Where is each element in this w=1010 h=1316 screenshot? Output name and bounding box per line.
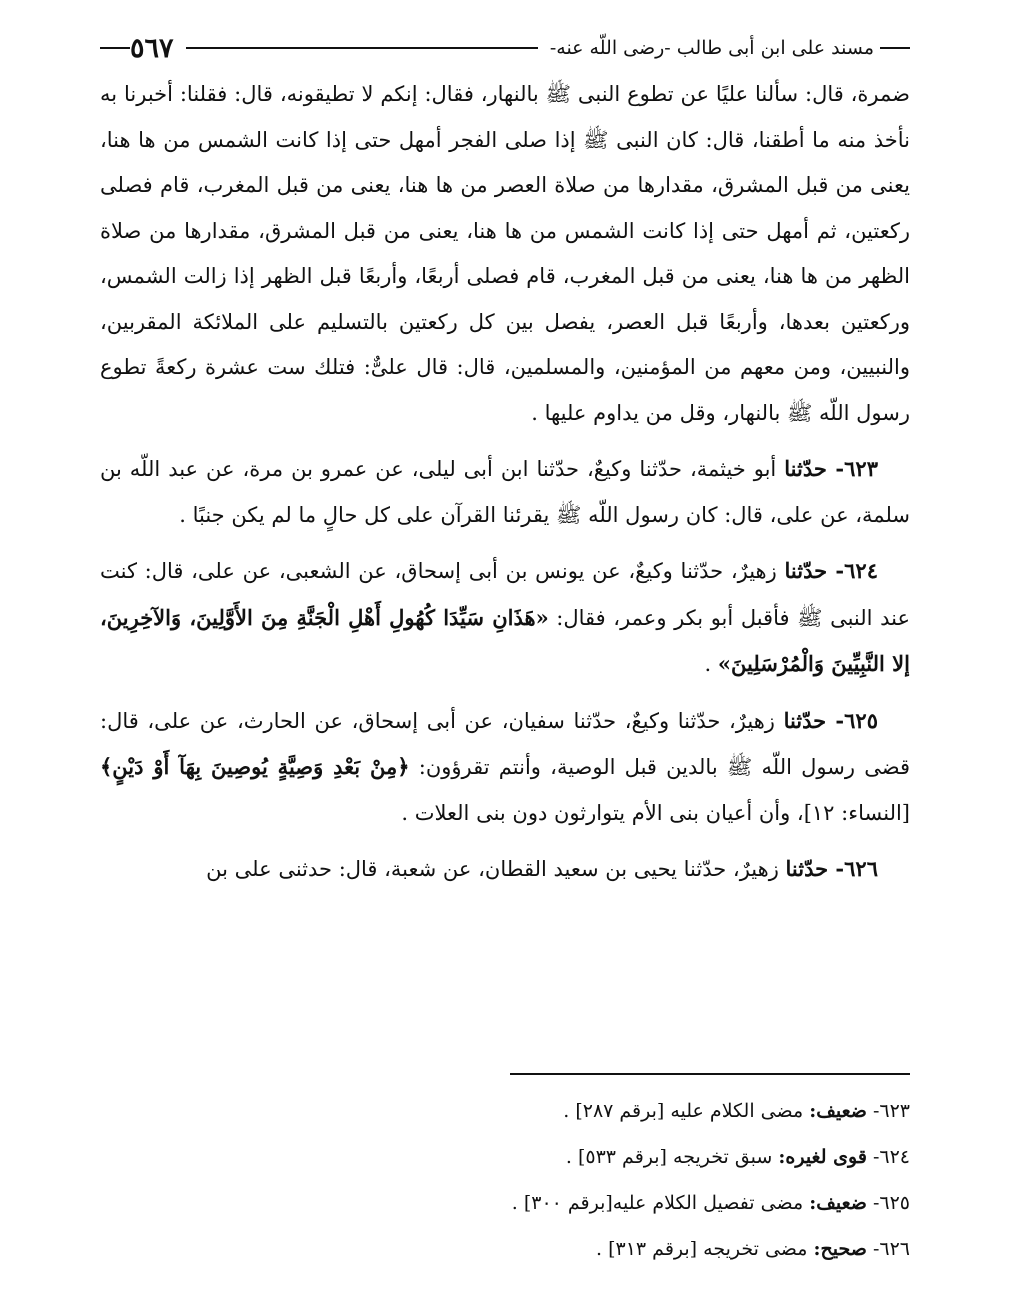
paragraph-text: ضمرة، قال: سألنا عليًا عن تطوع النبى ﷺ بالنهار، فقال: إنكم لا تطيقونه، قال: فقلنا: أخبرنا به نأخذ منه ما أطقنا، قال: كان النبى ﷺ إذا صلى الفجر أمهل حتى إذا كانت الشمس من ها هنا، يعنى من قبل المشرق، مقدارها من صلاة العصر من ها هنا، يعنى من قبل المغرب، قام فصلى ركعتين، ثم أمهل حتى إذا كانت الشمس من ها هنا، يعنى من قبل المشرق، مقدارها من صلاة الظهر من ها هنا، يعنى من قبل المغرب، قام فصلى أربعًا، وأربعًا قبل الظهر إذا زالت الشمس، وركعتين بعدها، وأربعًا قبل العصر، يفصل بين كل ركعتين بالتسليم على الملائكة المقربين، والنبيين، ومن معهم من المؤمنين، والمسلمين، قال: قال علىٌّ: فتلك ست عشرة ركعةً تطوع رسول اللّه ﷺ بالنهار، وقل من يداوم عليها .	[100, 82, 910, 425]
footnote-626	[100, 1226, 910, 1272]
footnote-number: ٦٢٦	[879, 1238, 910, 1260]
hadith-dash: -	[826, 456, 845, 481]
hadith-text-after-quote: .	[704, 652, 712, 676]
hadith-626	[100, 846, 910, 893]
page	[100, 28, 910, 1288]
footnote-text: مضى تخريجه [برقم ٣١٣] .	[596, 1238, 808, 1260]
footnote-dash: -	[866, 1192, 880, 1214]
header-rule	[186, 47, 538, 49]
header-trailing-dash	[100, 47, 130, 49]
running-header	[100, 28, 910, 68]
hadith-dash: -	[826, 707, 845, 733]
hadith-number: ٦٢٣	[844, 456, 878, 481]
running-title: مسند على ابن أبى طالب -رضى اللّه عنه-	[549, 37, 874, 59]
quran-quote: ﴿مِنْ بَعْدِ وَصِيَّةٍ يُوصِينَ بِهَآ أَوْ دَيْنٍ﴾	[100, 754, 410, 779]
hadith-lead-word: حدّثنا	[784, 558, 828, 583]
page-number: ٥٦٧	[130, 32, 174, 64]
footnote-grade: ضعيف:	[809, 1100, 867, 1122]
footnote-text: سبق تخريجه [برقم ٥٣٣] .	[565, 1146, 773, 1168]
hadith-text: زهيرٌ، حدّثنا يحيى بن سعيد القطان، عن شعبة، قال: حدثنى على بن	[206, 857, 779, 881]
footnote-grade: قوى لغيره:	[778, 1146, 867, 1168]
hadith-text-after-quote: [النساء: ١٢]، وأن أعيان بنى الأم يتوارثون دون بنى العلات .	[401, 800, 910, 825]
hadith-dash: -	[827, 558, 845, 583]
footnote-separator	[510, 1073, 910, 1075]
hadith-text: زهيرٌ، حدّثنا وكيعٌ، حدّثنا سفيان، عن أبى إسحاق، عن الحارث، عن على، قال: قضى رسول اللّه ﷺ بالدين قبل الوصية، وأنتم تقرؤون:	[100, 708, 910, 779]
hadith-text: أبو خيثمة، حدّثنا وكيعٌ، حدّثنا ابن أبى ليلى، عن عمرو بن مرة، عن عبد اللّه بن سلمة، عن على، قال: كان رسول اللّه ﷺ يقرئنا القرآن على كل حالٍ ما لم يكن جنبًا .	[100, 457, 910, 527]
footnote-text: مضى الكلام عليه [برقم ٢٨٧] .	[563, 1100, 804, 1122]
footnote-dash: -	[866, 1100, 880, 1122]
hadith-623	[100, 446, 910, 538]
hadith-lead-word: حدّثنا	[785, 856, 829, 881]
hadith-dash: -	[828, 856, 845, 881]
hadith-number: ٦٢٦	[844, 856, 878, 881]
footnote-grade: ضعيف:	[809, 1192, 867, 1214]
hadith-lead-word: حدّثنا	[784, 456, 827, 481]
hadith-number: ٦٢٥	[844, 707, 878, 733]
paragraph-continuation	[100, 72, 910, 436]
footnote-624	[100, 1134, 910, 1180]
main-text	[100, 72, 910, 893]
hadith-625	[100, 698, 910, 837]
hadith-text: زهيرٌ، حدّثنا وكيعٌ، عن يونس بن أبى إسحاق، عن الشعبى، عن على، قال: كنت عند النبى ﷺ فأقبل أبو بكر وعمر، فقال:	[100, 559, 910, 630]
footnote-dash: -	[866, 1146, 880, 1168]
footnote-number: ٦٢٥	[879, 1192, 910, 1214]
hadith-lead-word: حدّثنا	[783, 707, 827, 733]
footnote-grade: صحيح:	[813, 1238, 867, 1260]
hadith-number: ٦٢٤	[844, 558, 878, 583]
footnote-623	[100, 1088, 910, 1134]
prophetic-quote: «هَذَانِ سَيِّدَا كُهُولِ أَهْلِ الْجَنَّةِ مِنَ الأَوَّلِينَ، وَالآخِرِينَ، إلا النَّبِيِّينَ وَالْمُرْسَلِينَ»	[100, 604, 910, 676]
footnote-625	[100, 1180, 910, 1226]
header-leading-dash	[880, 47, 910, 49]
footnotes	[100, 1088, 910, 1272]
footnote-number: ٦٢٣	[879, 1100, 910, 1122]
footnote-dash: -	[866, 1238, 880, 1260]
hadith-624	[100, 548, 910, 688]
footnote-number: ٦٢٤	[879, 1146, 910, 1168]
footnote-text: مضى تفصيل الكلام عليه[برقم ٣٠٠] .	[511, 1192, 804, 1214]
